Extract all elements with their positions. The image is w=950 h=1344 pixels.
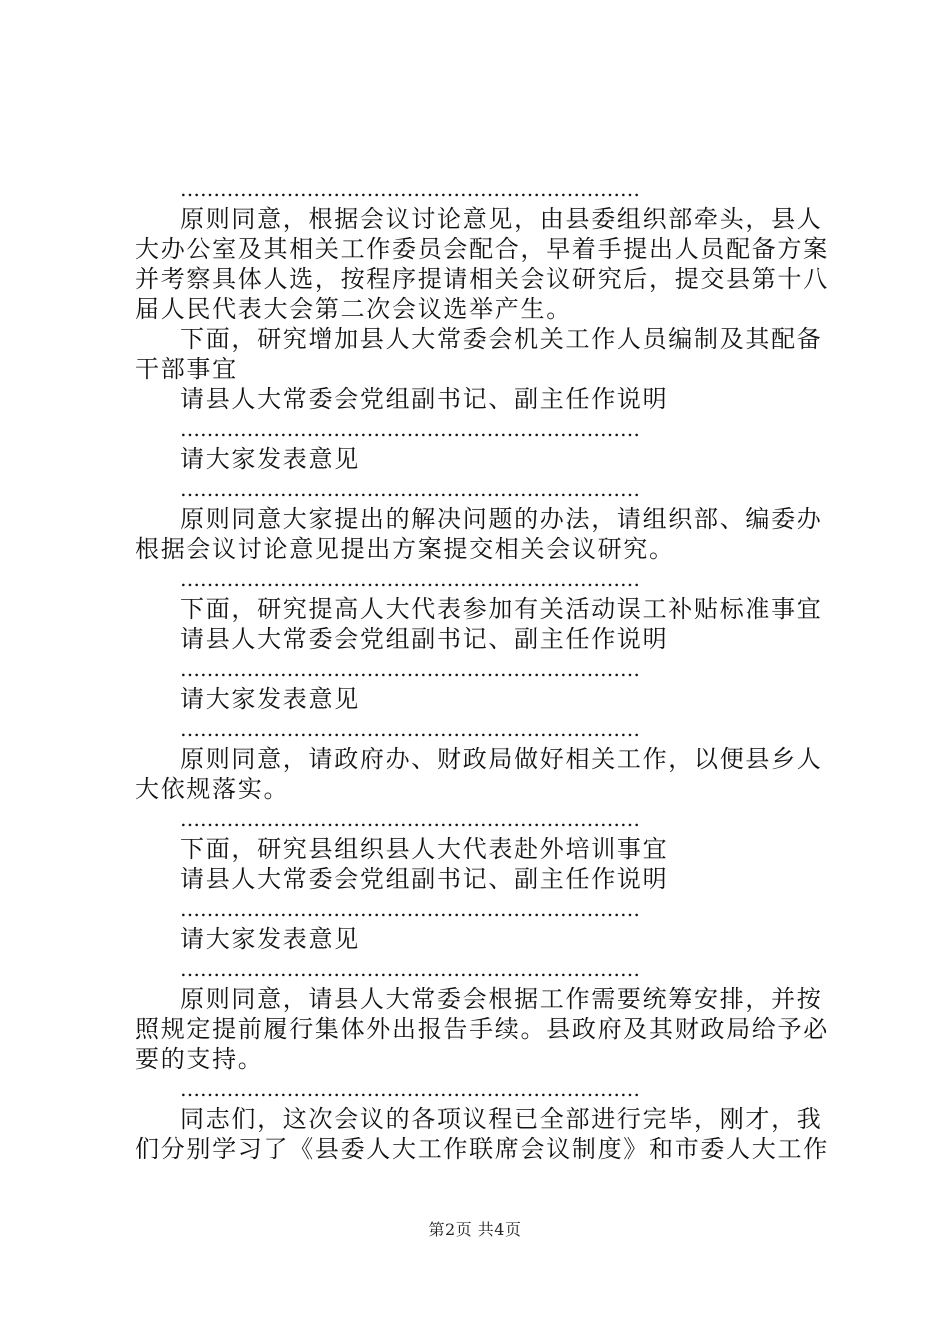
ellipsis-separator: …………………………………………………………… <box>180 417 640 441</box>
ellipsis-separator: …………………………………………………………… <box>180 897 640 921</box>
text-line: 同志们，这次会议的各项议程已全部进行完毕，刚才，我 <box>180 1105 823 1133</box>
text-line: 大办公室及其相关工作委员会配合，早着手提出人员配备方案 <box>135 235 829 263</box>
text-line: 根据会议讨论意见提出方案提交相关会议研究。 <box>135 535 675 563</box>
text-line: 请大家发表意见 <box>180 445 360 473</box>
text-line: 请县人大常委会党组副书记、副主任作说明 <box>180 865 669 893</box>
text-line: 大依规落实。 <box>135 775 290 803</box>
ellipsis-separator: …………………………………………………………… <box>180 177 640 201</box>
page-footer: 第2页 共4页 <box>428 1220 522 1239</box>
text-line: 照规定提前履行集体外出报告手续。县政府及其财政局给予必 <box>135 1015 829 1043</box>
text-line: 请县人大常委会党组副书记、副主任作说明 <box>180 385 669 413</box>
ellipsis-separator: …………………………………………………………… <box>180 807 640 831</box>
ellipsis-separator: …………………………………………………………… <box>180 1077 640 1101</box>
text-line: 请县人大常委会党组副书记、副主任作说明 <box>180 625 669 653</box>
ellipsis-separator: …………………………………………………………… <box>180 957 640 981</box>
text-line: 下面，研究县组织县人大代表赴外培训事宜 <box>180 835 669 863</box>
text-line: 原则同意，请政府办、财政局做好相关工作，以便县乡人 <box>180 745 823 773</box>
ellipsis-separator: …………………………………………………………… <box>180 477 640 501</box>
text-line: 请大家发表意见 <box>180 685 360 713</box>
document-body <box>135 174 835 1164</box>
text-line: 们分别学习了《县委人大工作联席会议制度》和市委人大工作 <box>135 1135 829 1163</box>
text-line: 要的支持。 <box>135 1045 264 1073</box>
text-line: 干部事宜 <box>135 355 238 383</box>
text-line: 原则同意，请县人大常委会根据工作需要统筹安排，并按 <box>180 985 823 1013</box>
text-line: 下面，研究增加县人大常委会机关工作人员编制及其配备 <box>180 325 823 353</box>
ellipsis-separator: …………………………………………………………… <box>180 717 640 741</box>
text-line: 请大家发表意见 <box>180 925 360 953</box>
ellipsis-separator: …………………………………………………………… <box>180 567 640 591</box>
text-line: 并考察具体人选，按程序提请相关会议研究后，提交县第十八 <box>135 265 829 293</box>
text-line: 届人民代表大会第二次会议选举产生。 <box>135 295 572 323</box>
text-line: 原则同意大家提出的解决问题的办法，请组织部、编委办 <box>180 505 823 533</box>
text-line: 下面，研究提高人大代表参加有关活动误工补贴标准事宜 <box>180 595 823 623</box>
text-line: 原则同意，根据会议讨论意见，由县委组织部牵头，县人 <box>180 205 823 233</box>
ellipsis-separator: …………………………………………………………… <box>180 657 640 681</box>
